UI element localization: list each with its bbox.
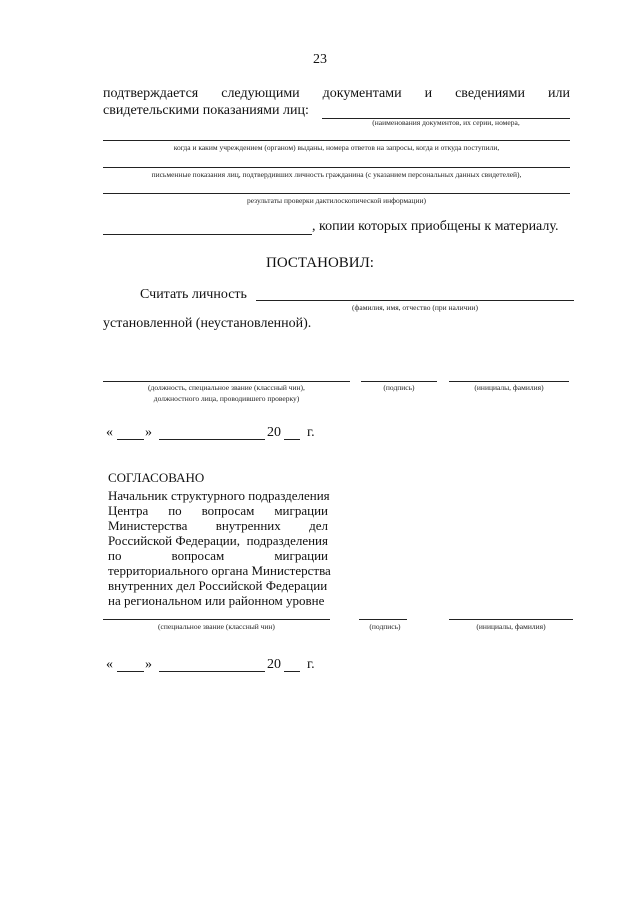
date-day-line-1: [117, 439, 144, 440]
approval-word: Начальник структурного подразделения: [108, 488, 330, 503]
date-year-suffix-1: г.: [307, 425, 315, 440]
rank-fill-line: [103, 619, 330, 620]
copies-text: , копии которых приобщены к материалу.: [312, 219, 559, 234]
caption-position-2: должностного лица, проводившего проверку): [153, 394, 300, 403]
approval-word: миграции: [274, 548, 328, 563]
approval-word: миграции: [274, 503, 328, 518]
date-day-line-2: [117, 671, 144, 672]
copies-fill-line: [103, 234, 312, 235]
intro-word: сведениями: [455, 86, 525, 101]
caption-signature-1: (подпись): [383, 383, 415, 392]
date-year-line-1: [284, 439, 300, 440]
approval-line: [108, 518, 328, 533]
consider-label: Считать личность: [140, 287, 247, 302]
intro-word: документами: [322, 86, 402, 101]
caption-initials-1: (инициалы, фамилия): [474, 383, 544, 392]
initials-fill-line: [449, 381, 569, 382]
intro-word: подтверждается: [103, 86, 199, 101]
approval-word: Министерства: [108, 518, 188, 533]
fio-fill-line: [256, 300, 574, 301]
caption-rank: (специальное звание (классный чин): [158, 622, 275, 631]
approval-line: [108, 593, 328, 608]
date-close-quote-2: »: [145, 657, 152, 672]
approval-word: внутренних: [215, 518, 281, 533]
fingerprint-fill-line: [103, 193, 570, 194]
approval-word: по: [108, 548, 122, 563]
approval-line: [108, 578, 328, 593]
intro-word: следующими: [221, 86, 300, 101]
approval-word: территориального органа Министерства: [108, 563, 331, 578]
approval-line: [108, 533, 328, 548]
caption-position-1: (должность, специальное звание (классный чин),: [148, 383, 305, 392]
caption-testimony: письменные показания лиц, подтвердивших личность гражданина (с указанием персональных данных свидетелей),: [151, 170, 522, 179]
date-year-line-2: [284, 671, 300, 672]
caption-fingerprint: результаты проверки дактилоскопической информации): [247, 196, 426, 205]
caption-issued: когда и каким учреждением (органом) выданы, номера ответов на запросы, когда и откуда поступили,: [173, 143, 500, 152]
date-close-quote-1: »: [145, 425, 152, 440]
date-month-line-2: [159, 671, 265, 672]
date-month-line-1: [159, 439, 265, 440]
date-open-quote-2: «: [106, 657, 113, 672]
caption-signature-2: (подпись): [369, 622, 401, 631]
approval-word: Центра: [108, 503, 149, 518]
established-text: установленной (неустановленной).: [103, 316, 312, 331]
caption-documents: (наименования документов, их серии, номера,: [372, 118, 520, 127]
approval-heading: СОГЛАСОВАНО: [108, 470, 205, 485]
approval-text: [108, 488, 331, 608]
position-fill-line: [103, 381, 350, 382]
date-year-prefix-1: 20: [267, 425, 281, 440]
caption-initials-2: (инициалы, фамилия): [476, 622, 546, 631]
approval-word: подразделения: [246, 533, 328, 548]
date-open-quote-1: «: [106, 425, 113, 440]
signature-fill-line-2: [359, 619, 407, 620]
approval-word: вопросам: [201, 503, 255, 518]
approval-line: [108, 488, 328, 503]
caption-fio: (фамилия, имя, отчество (при наличии): [352, 303, 478, 312]
signature-fill-line: [361, 381, 437, 382]
approval-word: по: [168, 503, 182, 518]
approval-word: на региональном или районном уровне: [108, 593, 325, 608]
approval-word: внутренних дел Российской Федерации: [108, 578, 328, 593]
page-number: 23: [313, 52, 327, 67]
initials-fill-line-2: [449, 619, 573, 620]
approval-line: [108, 563, 331, 578]
intro-word: или: [547, 86, 570, 101]
approval-word: вопросам: [171, 548, 225, 563]
approval-line: [108, 503, 328, 518]
intro-line-1: [103, 86, 570, 102]
approval-line: [108, 548, 328, 563]
date-year-prefix-2: 20: [267, 657, 281, 672]
approval-word: Российской Федерации,: [108, 533, 240, 548]
approval-word: дел: [309, 518, 328, 533]
testimony-fill-line: [103, 167, 570, 168]
intro-word: и: [424, 86, 433, 101]
intro-line-2: свидетельскими показаниями лиц:: [103, 103, 309, 118]
decision-heading: ПОСТАНОВИЛ:: [266, 255, 374, 271]
date-year-suffix-2: г.: [307, 657, 315, 672]
issued-fill-line: [103, 140, 570, 141]
